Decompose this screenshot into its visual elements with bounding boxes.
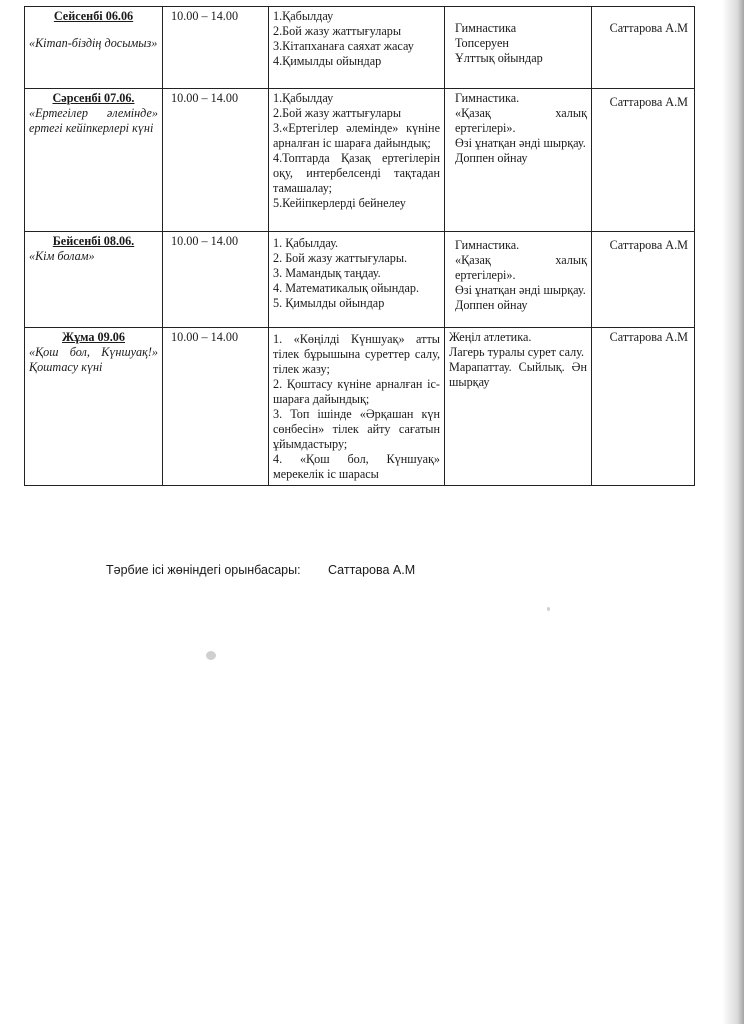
day-label: Бейсенбі 08.06. — [52, 234, 135, 248]
activities-cell — [269, 232, 445, 328]
sport-item: Топсеруен — [455, 36, 509, 50]
activity-item: 4.Қимылды ойындар — [273, 54, 382, 68]
activity-item: 4.Топтарда Қазақ ертегілерін оқу, интербелсенді тақтадан тамашалау; — [273, 151, 440, 195]
activity-item: 1. Қабылдау. — [273, 236, 339, 250]
sport-item: Доппен ойнау — [455, 151, 528, 165]
table-row — [25, 89, 695, 232]
day-label: Сейсенбі 06.06 — [53, 9, 134, 23]
table-row — [25, 328, 695, 486]
scan-mark — [547, 607, 550, 611]
activity-item: 5. Қимылды ойындар — [273, 296, 385, 310]
responsible-name: Саттарова А.М — [609, 21, 688, 35]
sport-cell — [445, 7, 592, 89]
signature-role: Тәрбие ісі жөніндегі орынбасары: — [106, 563, 301, 577]
sport-item: Доппен ойнау — [455, 298, 528, 312]
sport-item: «Қазақ халық ертегілері». — [455, 106, 587, 135]
day-label: Жұма 09.06 — [62, 330, 125, 344]
activity-item: 5.Кейіпкерлерді бейнелеу — [273, 196, 406, 210]
time-cell — [163, 89, 269, 232]
activity-item: 4. Математикалық ойындар. — [273, 281, 419, 295]
sport-item: Өзі ұнатқан әнді шырқау. — [455, 283, 586, 297]
day-theme: «Кім болам» — [29, 249, 95, 263]
activity-item: 1.Қабылдау — [273, 91, 334, 105]
time-label: 10.00 – 14.00 — [171, 9, 239, 23]
sport-cell — [445, 328, 592, 486]
signature-name: Саттарова А.М — [328, 563, 416, 577]
activities-cell — [269, 7, 445, 89]
day-cell — [25, 89, 163, 232]
sport-item: Гимнастика. — [455, 91, 520, 105]
responsible-name: Саттарова А.М — [609, 95, 688, 109]
table-row — [25, 7, 695, 89]
sport-item: Лагерь туралы сурет салу. — [449, 345, 585, 359]
day-label: Сәрсенбі 07.06. — [52, 91, 135, 105]
scan-mark — [206, 651, 216, 660]
time-cell — [163, 7, 269, 89]
responsible-name: Саттарова А.М — [609, 330, 688, 344]
activity-item: 2.Бой жазу жаттығулары — [273, 24, 402, 38]
time-label: 10.00 – 14.00 — [171, 91, 239, 105]
sport-item: Гимнастика. — [455, 238, 520, 252]
day-cell — [25, 7, 163, 89]
sport-item: Гимнастика — [455, 21, 517, 35]
activity-item: 3. Топ ішінде «Әрқашан күн сөнбесін» тілек айту сағатын ұйымдастыру; — [273, 407, 440, 451]
time-cell — [163, 232, 269, 328]
schedule-table — [24, 6, 695, 486]
day-cell — [25, 328, 163, 486]
day-cell — [25, 232, 163, 328]
sport-cell — [445, 89, 592, 232]
activities-cell — [269, 89, 445, 232]
time-cell — [163, 328, 269, 486]
responsible-cell — [592, 328, 695, 486]
activity-item: 3. Мамандық таңдау. — [273, 266, 381, 280]
sport-item: Өзі ұнатқан әнді шырқау. — [455, 136, 586, 150]
signature-line — [106, 563, 416, 577]
responsible-cell — [592, 232, 695, 328]
page-edge-shadow — [722, 0, 744, 1024]
day-theme: «Ертегілер әлемінде» ертегі кейіпкерлері күні — [29, 106, 158, 135]
sport-item: Марапаттау. Сыйлық. Ән шырқау — [449, 360, 587, 389]
activity-item: 2. Бой жазу жаттығулары. — [273, 251, 408, 265]
sport-item: «Қазақ халық ертегілері». — [455, 253, 587, 282]
activity-item: 1.Қабылдау — [273, 9, 334, 23]
responsible-cell — [592, 7, 695, 89]
activity-item: 3.«Ертегілер әлемінде» күніне арналған іс шараға дайындық; — [273, 121, 440, 150]
activity-item: 1. «Көңілді Күншуақ» атты тілек бұрышына суреттер салу, тілек жазу; — [273, 332, 440, 376]
time-label: 10.00 – 14.00 — [171, 330, 239, 344]
sport-cell — [445, 232, 592, 328]
activity-item: 2.Бой жазу жаттығулары — [273, 106, 402, 120]
activity-item: 2. Қоштасу күніне арналған іс- шараға дайындық; — [273, 377, 440, 406]
activity-item: 3.Кітапханаға саяхат жасау — [273, 39, 414, 53]
activity-item: 4. «Қош бол, Күншуақ» мерекелік іс шарасы — [273, 452, 440, 481]
day-theme: «Қош бол, Күншуақ!» Қоштасу күні — [29, 345, 158, 374]
sport-item: Ұлттық ойындар — [455, 51, 543, 65]
time-label: 10.00 – 14.00 — [171, 234, 239, 248]
table-row — [25, 232, 695, 328]
day-theme: «Кітап-біздің досымыз» — [29, 36, 158, 50]
responsible-name: Саттарова А.М — [609, 238, 688, 252]
sport-item: Жеңіл атлетика. — [449, 330, 532, 344]
responsible-cell — [592, 89, 695, 232]
activities-cell — [269, 328, 445, 486]
